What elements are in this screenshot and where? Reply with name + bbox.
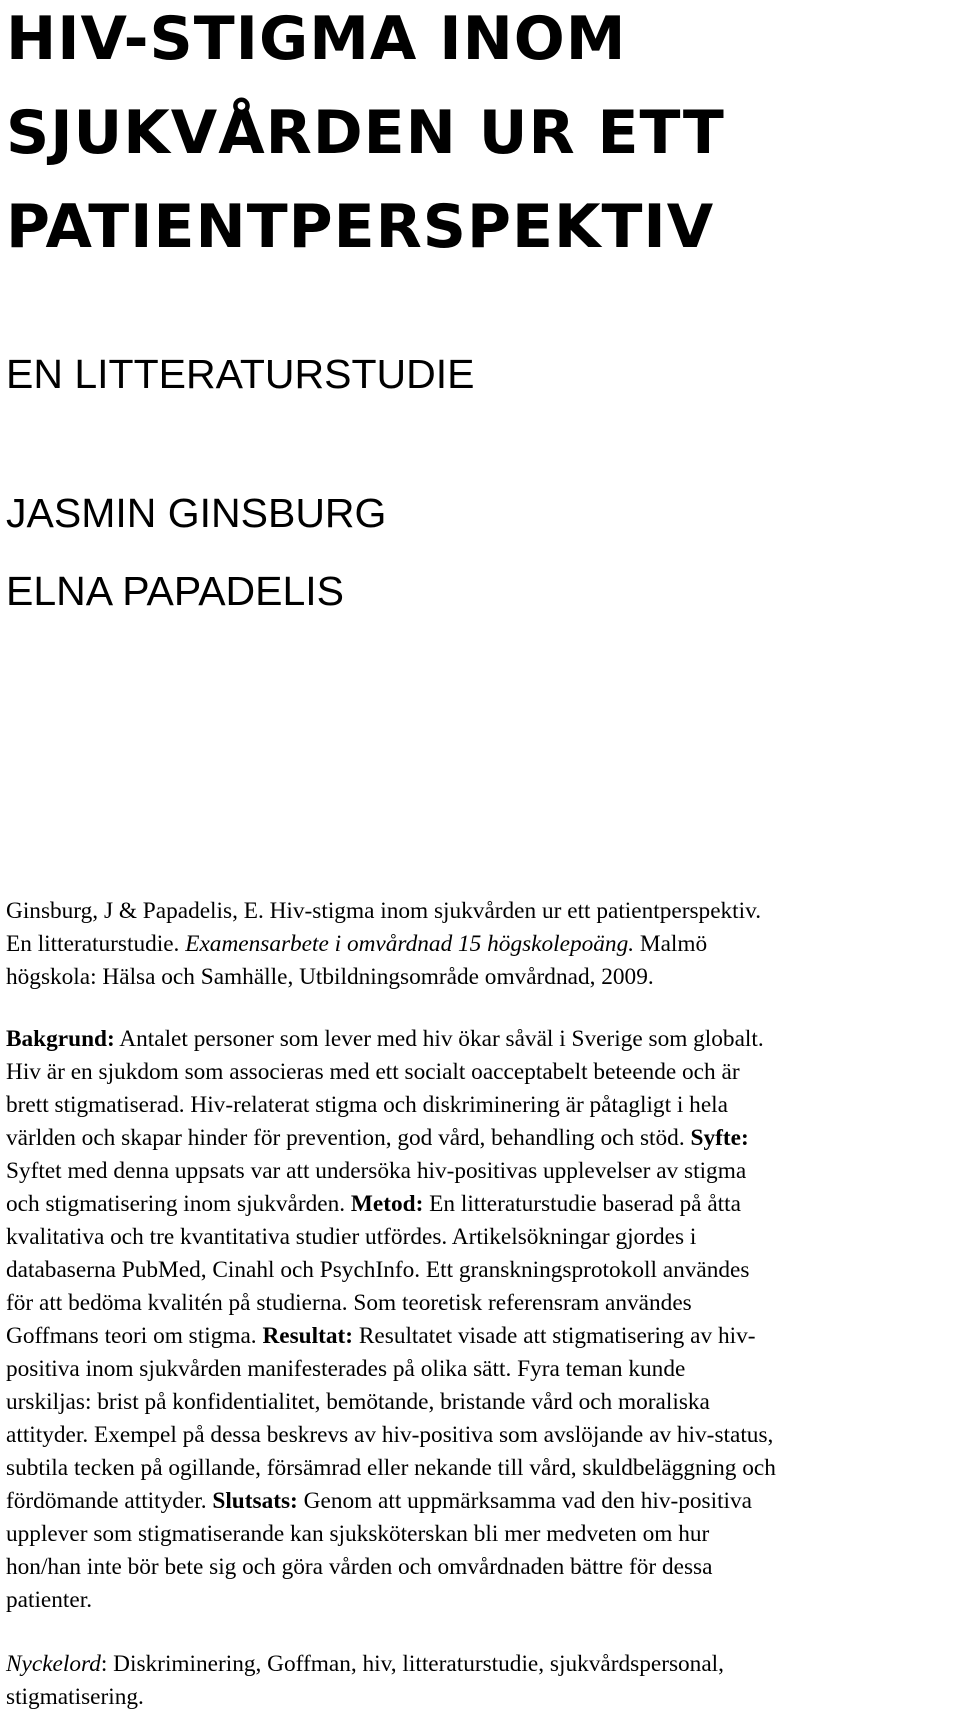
abstract-line: databaserna PubMed, Cinahl och PsychInfo. Ett granskningsprotokoll användes bbox=[6, 1257, 750, 1283]
abstract-line bbox=[6, 1320, 958, 1353]
abstract-line: subtila tecken på ogillande, försämrad eller nekande till vård, skuldbeläggning och bbox=[6, 1455, 776, 1481]
author-name: JASMIN GINSBURG bbox=[6, 490, 387, 536]
abstract-line bbox=[6, 1188, 958, 1221]
section-label-syfte: Syfte: bbox=[690, 1125, 749, 1151]
abstract-block bbox=[6, 1023, 958, 1617]
keywords-block bbox=[6, 1648, 958, 1714]
abstract-text: världen och skapar hinder för prevention, god vård, behandling och stöd. bbox=[6, 1125, 691, 1151]
keywords-text: : Diskriminering, Goffman, hiv, litteraturstudie, sjukvårdspersonal, bbox=[100, 1651, 724, 1677]
abstract-line: attityder. Exempel på dessa beskrevs av hiv-positiva som avslöjande av hiv-status, bbox=[6, 1422, 774, 1448]
abstract-line: patienter. bbox=[6, 1587, 93, 1613]
citation-line bbox=[6, 928, 958, 961]
abstract-line: för att bedöma kvalitén på studierna. Som teoretisk referensram användes bbox=[6, 1290, 692, 1316]
citation-text: Malmö bbox=[634, 931, 708, 957]
abstract-line bbox=[6, 1485, 958, 1518]
abstract-text: En litteraturstudie baserad på åtta bbox=[423, 1191, 741, 1217]
author-name: ELNA PAPADELIS bbox=[6, 568, 345, 614]
abstract-line: hon/han inte bör bete sig och göra vården och omvårdnaden bättre för dessa bbox=[6, 1554, 713, 1580]
abstract-line bbox=[6, 1023, 958, 1056]
citation-block bbox=[6, 895, 958, 994]
document-subtitle: EN LITTERATURSTUDIE bbox=[6, 351, 475, 397]
citation-italic-text: Examensarbete i omvårdnad 15 högskolepoäng. bbox=[185, 931, 635, 957]
title-line: SJUKVÅRDEN UR ETT bbox=[6, 98, 725, 168]
abstract-text: fördömande attityder. bbox=[6, 1488, 213, 1514]
keywords-line bbox=[6, 1648, 958, 1681]
abstract-text: och stigmatisering inom sjukvården. bbox=[6, 1191, 351, 1217]
section-label-slutsats: Slutsats: bbox=[212, 1488, 298, 1514]
document-title bbox=[6, 0, 946, 274]
abstract-line: upplever som stigmatiserande kan sjuksköterskan bli mer medveten om hur bbox=[6, 1521, 710, 1547]
abstract-line: Hiv är en sjukdom som associeras med ett socialt oacceptabelt beteende och är bbox=[6, 1059, 740, 1085]
section-label-metod: Metod: bbox=[350, 1191, 424, 1217]
citation-line: Ginsburg, J & Papadelis, E. Hiv-stigma inom sjukvården ur ett patientperspektiv. bbox=[6, 898, 762, 924]
abstract-line bbox=[6, 1122, 958, 1155]
citation-text: En litteraturstudie. bbox=[6, 931, 186, 957]
citation-line: högskola: Hälsa och Samhälle, Utbildningsområde omvårdnad, 2009. bbox=[6, 964, 654, 990]
abstract-line: positiva inom sjukvården manifesterades på olika sätt. Fyra teman kunde bbox=[6, 1356, 686, 1382]
abstract-line: urskiljas: brist på konfidentialitet, bemötande, bristande vård och moraliska bbox=[6, 1389, 710, 1415]
keywords-label: Nyckelord bbox=[6, 1651, 101, 1677]
section-label-resultat: Resultat: bbox=[262, 1323, 354, 1349]
abstract-text: Antalet personer som lever med hiv ökar såväl i Sverige som globalt. bbox=[114, 1026, 764, 1052]
abstract-text: Goffmans teori om stigma. bbox=[6, 1323, 263, 1349]
title-line: PATIENTPERSPEKTIV bbox=[6, 192, 715, 262]
abstract-line: kvalitativa och tre kvantitativa studier utfördes. Artikelsökningar gjordes i bbox=[6, 1224, 697, 1250]
abstract-text: Genom att uppmärksamma vad den hiv-positiva bbox=[297, 1488, 753, 1514]
abstract-text: Resultatet visade att stigmatisering av hiv- bbox=[353, 1323, 756, 1349]
title-line: HIV-STIGMA INOM bbox=[6, 4, 627, 74]
abstract-line: Syftet med denna uppsats var att undersöka hiv-positivas upplevelser av stigma bbox=[6, 1158, 747, 1184]
abstract-line: brett stigmatiserad. Hiv-relaterat stigma och diskriminering är påtagligt i hela bbox=[6, 1092, 728, 1118]
keywords-line: stigmatisering. bbox=[6, 1684, 144, 1710]
section-label-bakgrund: Bakgrund: bbox=[6, 1026, 115, 1052]
